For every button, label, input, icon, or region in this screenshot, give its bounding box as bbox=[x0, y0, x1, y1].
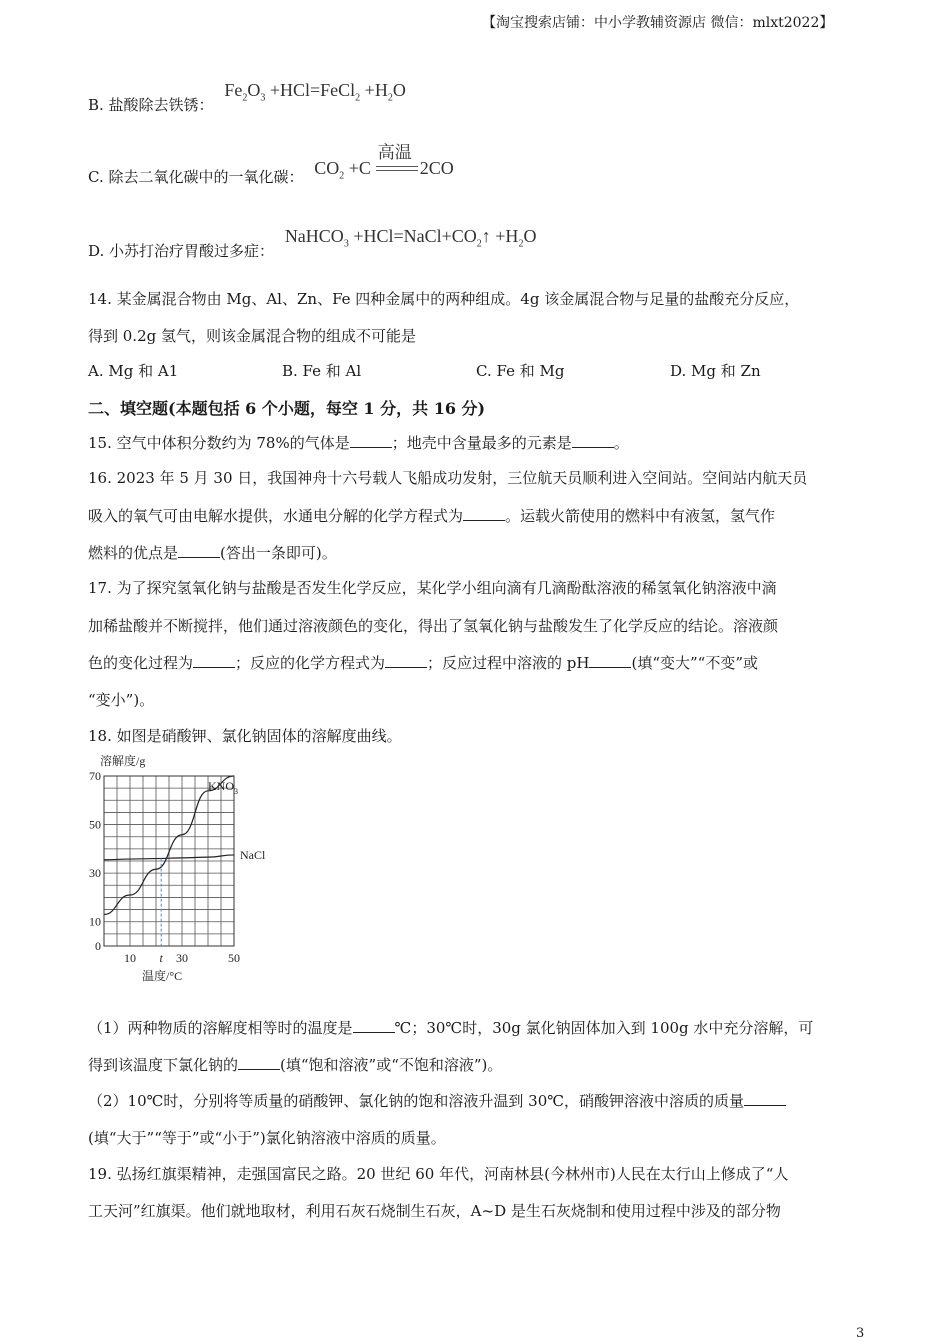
q13-d-label: D. 小苏打治疗胃酸过多症： bbox=[88, 242, 275, 260]
q14-option-a: A. Mg 和 A1 bbox=[88, 362, 179, 380]
q14-option-d: D. Mg 和 Zn bbox=[670, 362, 761, 380]
q16-text-3a: 燃料的优点是 bbox=[88, 544, 179, 562]
q17-line-4: “变小”)。 bbox=[88, 691, 155, 709]
q18-text-1b: ℃；30℃时，30g 氯化钠固体加入到 100g 水中充分溶解，可 bbox=[394, 1019, 814, 1037]
section-2-title: 二、填空题(本题包括 6 个小题，每空 1 分，共 16 分) bbox=[88, 399, 486, 418]
q13-c-label: C. 除去二氧化碳中的一氧化碳： bbox=[88, 168, 304, 186]
x-axis-label: 温度/°C bbox=[142, 969, 183, 983]
q19-line-1: 19. 弘扬红旗渠精神，走强国富民之路。20 世纪 60 年代，河南林县(今林州市)人民在太行山上修成了“人 bbox=[88, 1165, 789, 1183]
q17-text-3c: ；反应过程中溶液的 pH bbox=[427, 654, 590, 672]
q17-line-2: 加稀盐酸并不断搅拌，他们通过溶液颜色的变化，得出了氢氧化钠与盐酸发生了化学反应的结论。溶液颜 bbox=[88, 617, 779, 635]
x-tick-label: 50 bbox=[228, 951, 240, 965]
q13-option-c bbox=[88, 138, 454, 186]
series-label-nacl: NaCl bbox=[240, 847, 266, 862]
q16-text-3b: (答出一条即可)。 bbox=[220, 544, 337, 562]
answer-blank[interactable] bbox=[572, 435, 614, 448]
q13-b-label: B. 盐酸除去铁锈： bbox=[88, 96, 214, 114]
q13-d-formula: NaHCO$_3$ $+HCl=NaCl+CO_2↑ +H_2O$ bbox=[284, 226, 537, 250]
q14-option-c: C. Fe 和 Mg bbox=[476, 362, 565, 380]
q15-text-2: ；地壳中含量最多的元素是 bbox=[391, 434, 572, 452]
q19-line-2: 工天河”红旗渠。他们就地取材，利用石灰石烧制生石灰，A~D 是生石灰烧制和使用过程中涉及的部分物 bbox=[88, 1202, 781, 1220]
q16-line-2 bbox=[88, 505, 775, 526]
q18-text-1d: (填“饱和溶液”或“不饱和溶液”)。 bbox=[280, 1056, 503, 1074]
q16-text-2b: 。运载火箭使用的燃料中有液氢，氢气作 bbox=[505, 507, 776, 525]
chart-grid bbox=[104, 776, 234, 946]
q13-option-d bbox=[88, 226, 537, 260]
q13-c-condition: 高温 bbox=[377, 143, 412, 163]
answer-blank[interactable] bbox=[463, 508, 505, 521]
q18-text-1a: （1）两种物质的溶解度相等时的温度是 bbox=[88, 1019, 353, 1037]
q14-option-b: B. Fe 和 Al bbox=[282, 362, 362, 380]
y-axis-label: 溶解度/g bbox=[100, 754, 146, 768]
answer-blank[interactable] bbox=[385, 655, 427, 668]
q17-text-3b: ；反应的化学方程式为 bbox=[235, 654, 386, 672]
q15 bbox=[88, 432, 629, 453]
q17-line-1: 17. 为了探究氢氧化钠与盐酸是否发生化学反应，某化学小组向滴有几滴酚酞溶液的稀氢氧化钠溶液中滴 bbox=[88, 579, 777, 597]
q17-text-3a: 色的变化过程为 bbox=[88, 654, 194, 672]
q14-line-1: 14. 某金属混合物由 Mg、Al、Zn、Fe 四种金属中的两种组成。4g 该金属混合物与足量的盐酸充分反应， bbox=[88, 290, 800, 308]
series-label-kno3: $KNO_3$ bbox=[208, 779, 238, 796]
y-tick-label: 50 bbox=[89, 817, 101, 832]
q18-intro: 18. 如图是硝酸钾、氯化钠固体的溶解度曲线。 bbox=[88, 727, 402, 745]
q16-text-2a: 吸入的氧气可由电解水提供，水通电分解的化学方程式为 bbox=[88, 507, 464, 525]
equals-double-line bbox=[376, 166, 418, 171]
solubility-chart bbox=[80, 748, 300, 988]
q13-option-b bbox=[88, 80, 406, 114]
page-number: 3 bbox=[856, 1326, 865, 1341]
x-tick-label: 30 bbox=[176, 951, 188, 965]
y-tick-label: 30 bbox=[89, 866, 101, 881]
y-tick-label: 70 bbox=[89, 769, 101, 783]
x-tick-label: 10 bbox=[124, 951, 136, 965]
q18-sub2-line-1 bbox=[88, 1090, 786, 1111]
q16-line-1: 16. 2023 年 5 月 30 日，我国神舟十六号载人飞船成功发射，三位航天员顺利进入空间站。空间站内航天员 bbox=[88, 469, 808, 487]
q17-text-3d: (填“变大”“不变”或 bbox=[631, 654, 759, 672]
answer-blank[interactable] bbox=[350, 435, 392, 448]
chart-labels bbox=[89, 753, 266, 983]
q15-text-3: 。 bbox=[613, 434, 629, 452]
answer-blank[interactable] bbox=[744, 1093, 786, 1106]
answer-blank[interactable] bbox=[178, 545, 220, 558]
y-tick-label: 0 bbox=[95, 939, 101, 953]
q18-text-1c: 得到该温度下氯化钠的 bbox=[88, 1056, 239, 1074]
q16-line-3 bbox=[88, 542, 337, 563]
q15-text-1: 15. 空气中体积分数约为 78%的气体是 bbox=[88, 434, 350, 452]
q17-line-3 bbox=[88, 652, 758, 673]
header-shop-info: 【淘宝搜索店铺：中小学教辅资源店 微信：mlxt2022】 bbox=[482, 15, 834, 31]
q13-b-formula: $Fe_2O_3$ +HCl=FeCl$_2$ $+H_2O$ bbox=[224, 80, 406, 104]
x-tick-label: t bbox=[159, 951, 163, 965]
q18-sub1-line-2 bbox=[88, 1054, 502, 1075]
q18-text-2a: （2）10℃时，分别将等质量的硝酸钾、氯化钠的饱和溶液升温到 30℃，硝酸钾溶液中溶质的质量 bbox=[88, 1092, 745, 1110]
q13-c-formula: $CO_2 +C$ 高温 2CO bbox=[314, 138, 453, 162]
q18-sub1-line-1 bbox=[88, 1017, 813, 1038]
y-tick-label: 10 bbox=[89, 914, 101, 929]
q14-line-2: 得到 0.2g 氢气，则该金属混合物的组成不可能是 bbox=[88, 327, 416, 345]
answer-blank[interactable] bbox=[193, 655, 235, 668]
answer-blank[interactable] bbox=[589, 655, 631, 668]
answer-blank[interactable] bbox=[238, 1057, 280, 1070]
q18-sub2-line-2: (填“大于”“等于”或“小于”)氯化钠溶液中溶质的质量。 bbox=[88, 1129, 446, 1147]
answer-blank[interactable] bbox=[353, 1020, 395, 1033]
